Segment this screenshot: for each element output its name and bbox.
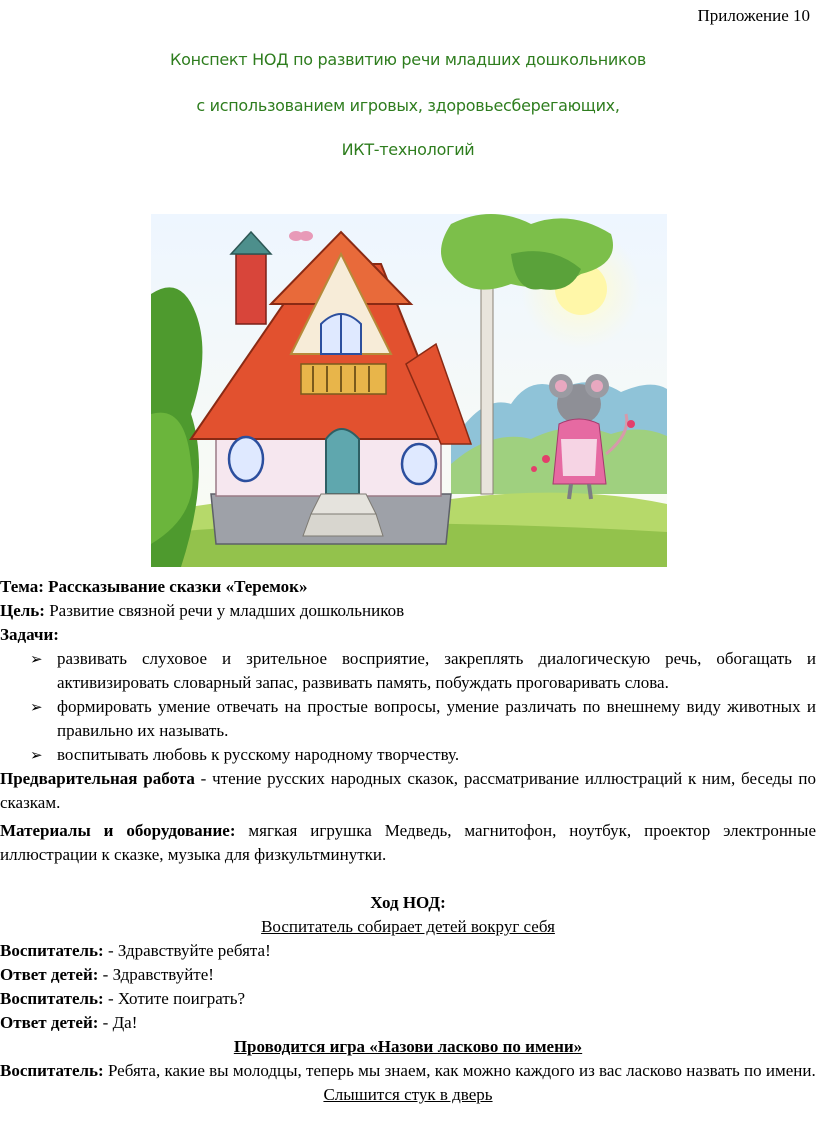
tasks-heading: Задачи: (0, 625, 59, 644)
knock-note: Слышится стук в дверь (323, 1085, 493, 1104)
dialog-line: Ответ детей: - Здравствуйте! (0, 965, 214, 984)
teremok-illustration (151, 214, 667, 567)
dialog-line: Воспитатель: - Здравствуйте ребята! (0, 941, 271, 960)
materials-value: мягкая игрушка Медведь, магнитофон, ноутбук, проектор электронные иллюстрации к сказке, музыка для физкультминутки. (0, 821, 816, 864)
materials-label: Материалы и оборудование: (0, 821, 236, 840)
arrow-bullet-icon: ➢ (30, 698, 43, 716)
fairy-house-picture (151, 214, 667, 567)
topic-line (0, 575, 816, 599)
lesson-body (0, 575, 816, 1107)
topic-value: Рассказывание сказки «Теремок» (43, 577, 308, 596)
title-line-3: ИКТ-технологий (341, 140, 475, 159)
task-item: ➢ развивать слуховое и зрительное восприятие, закреплять диалогическую речь, обогащать и активизировать словарный запас, развивать память, побуждать проговаривать слова. (30, 649, 816, 692)
prelim-line (0, 767, 816, 815)
goal-line (0, 599, 816, 623)
prelim-value: - чтение русских народных сказок, рассматривание иллюстраций к ним, беседы по сказкам. (0, 769, 816, 812)
teacher-line: Воспитатель: Ребята, какие вы молодцы, теперь мы знаем, как можно каждого из вас ласково назвать по имени. (0, 1061, 816, 1080)
prelim-label: Предварительная работа (0, 769, 195, 788)
appendix-label: Приложение 10 (697, 6, 810, 25)
task-item: ➢ воспитывать любовь к русскому народному творчеству. (0, 743, 816, 767)
tasks-list (0, 647, 816, 767)
topic-label: Тема: (0, 577, 44, 596)
task-item: ➢ формировать умение отвечать на простые вопросы, умение различать по внешнему виду животных и правильно их называть. (30, 697, 816, 740)
title-line-1: Конспект НОД по развитию речи младших дошкольников (170, 50, 646, 69)
dialog-line: Ответ детей: - Да! (0, 1013, 138, 1032)
materials-line (0, 819, 816, 867)
lesson-subheading: Воспитатель собирает детей вокруг себя (261, 917, 555, 936)
arrow-bullet-icon: ➢ (30, 746, 43, 764)
dialog-line: Воспитатель: - Хотите поиграть? (0, 989, 246, 1008)
arrow-bullet-icon: ➢ (30, 650, 43, 668)
game-heading: Проводится игра «Назови ласково по имени» (233, 1037, 583, 1056)
lesson-heading: Ход НОД: (370, 893, 446, 912)
goal-value: Развитие связной речи у младших дошкольников (44, 601, 405, 620)
goal-label: Цель: (0, 601, 45, 620)
title-line-2: с использованием игровых, здоровьесберегающих, (196, 96, 620, 115)
